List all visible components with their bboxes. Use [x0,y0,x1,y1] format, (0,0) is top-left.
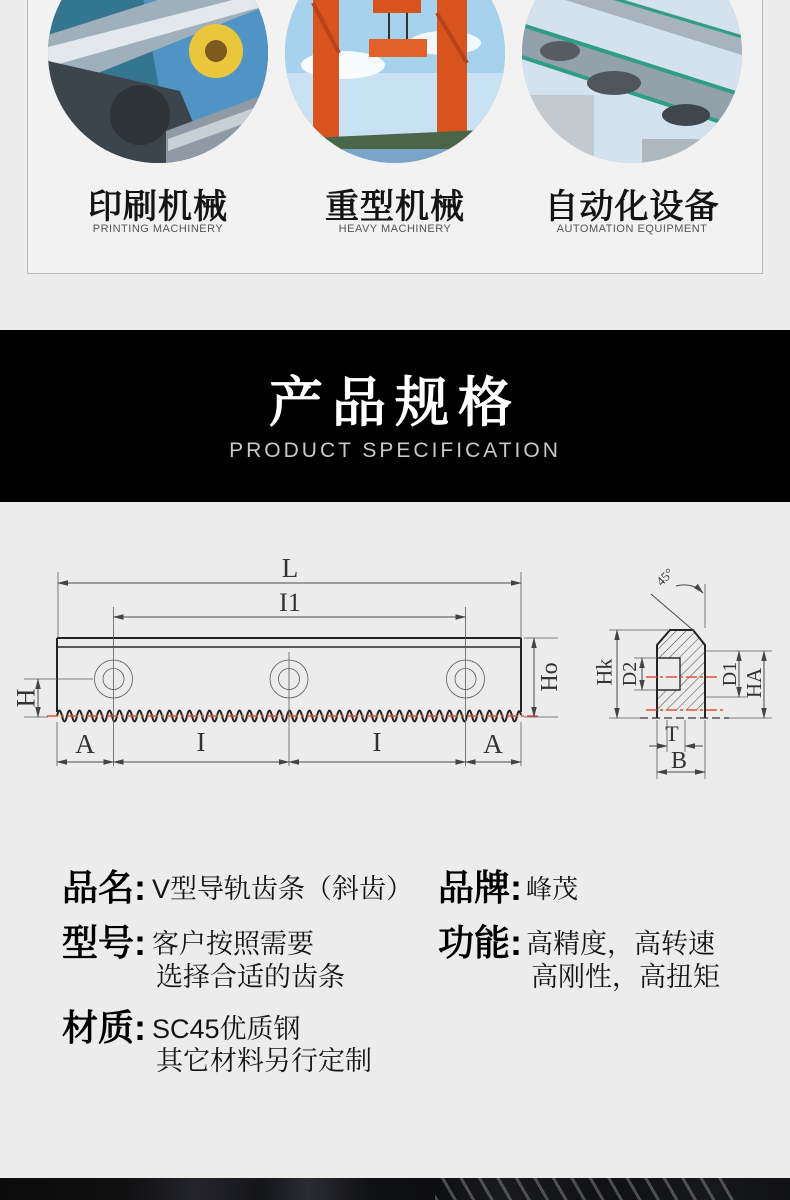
spec-label-function: 功能: [438,922,522,963]
photo-strip-diagonal-highlights [435,1178,735,1200]
spec-label-material: 材质: [62,1007,146,1048]
dim-label-L: L [281,553,299,583]
spec-value-function-line2: 高刚性，高扭矩 [531,962,720,992]
dim-label-H: H [11,688,41,708]
spec-label-model: 型号: [62,922,146,963]
dim-label-Ho: Ho [537,662,563,692]
spec-value-brand: 峰茂 [526,874,579,904]
dim-label-A-left: A [75,729,95,759]
category-subtitle-automation: AUTOMATION EQUIPMENT [556,223,708,235]
spec-value-product-name: V型导轨齿条（斜齿） [152,874,414,904]
dim-label-HA: HA [742,667,766,699]
category-subtitle-printing: PRINTING MACHINERY [92,223,224,235]
category-title-automation: 自动化设备 [544,188,720,226]
category-title-heavy: 重型机械 [325,188,465,226]
dim-label-Hk: Hk [591,658,617,686]
spec-value-material-line1: SC45优质钢 [152,1014,301,1044]
category-title-printing: 印刷机械 [88,188,228,226]
section-banner [0,330,790,502]
next-section-photo-strip [0,1178,790,1200]
dim-label-D1: D1 [719,661,741,687]
spec-value-material-line2: 其它材料另行定制 [156,1046,372,1076]
dim-label-I-first: I [196,727,206,757]
gear-rack-technical-drawing [0,505,790,845]
dim-label-B: B [670,748,688,774]
dim-label-D2: D2 [619,661,641,687]
mounting-holes [95,660,485,698]
spec-value-function-line1: 高精度，高转速 [526,929,715,959]
spec-label-product-name: 品名: [62,867,146,908]
rack-cross-section-view [592,565,773,779]
spec-label-brand: 品牌: [438,867,522,908]
spec-value-model-line2: 选择合适的齿条 [156,962,345,992]
rack-front-view [12,553,564,766]
dim-label-I-second: I [372,727,382,757]
dim-label-T: T [665,721,679,746]
dim-label-I1: I1 [279,588,301,617]
section-title: 产品规格 [269,373,521,433]
spec-value-model-line1: 客户按照需要 [152,929,314,959]
dim-label-A-right: A [483,729,503,759]
category-subtitle-heavy: HEAVY MACHINERY [338,223,452,235]
section-subtitle: PRODUCT SPECIFICATION [229,439,561,462]
dim-label-chamfer-angle: 45° [653,565,677,589]
